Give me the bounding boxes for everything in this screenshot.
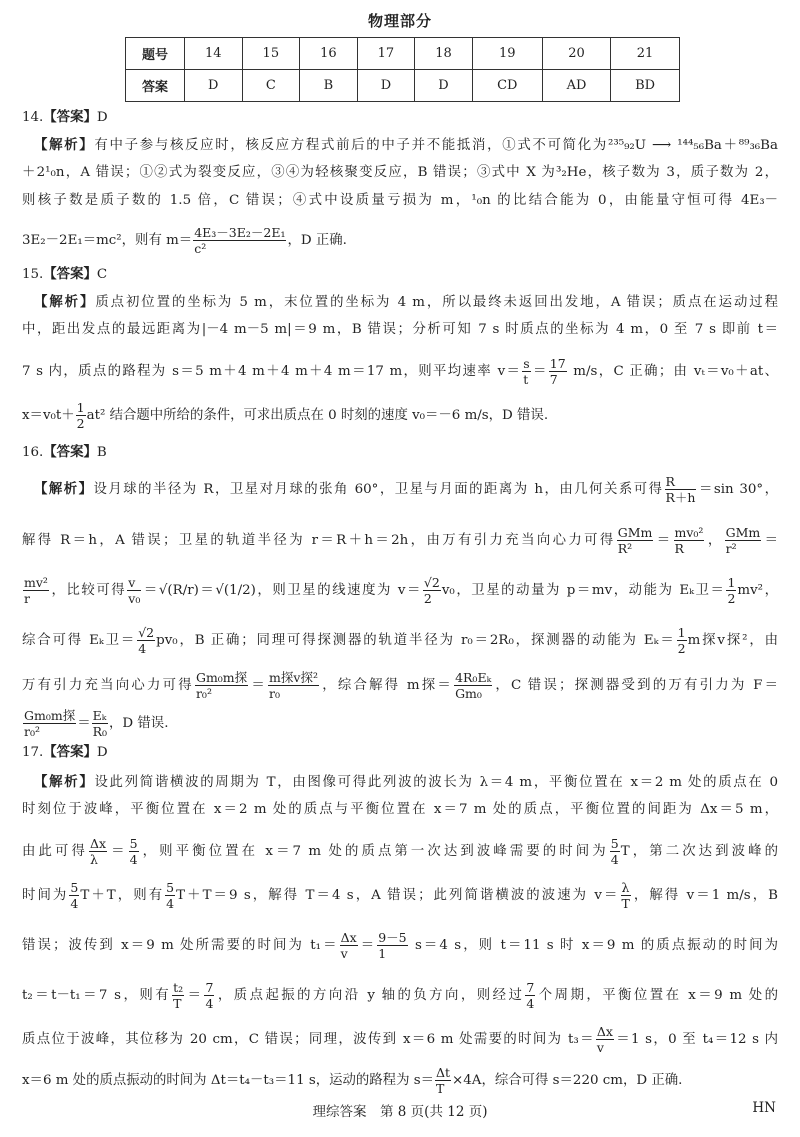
- q14-answer: 14.【答案】D: [22, 109, 108, 125]
- q15-answer: 15.【答案】C: [22, 266, 108, 282]
- q14-line: 【解析】有中子参与核反应时，核反应方程式前后的中子并不能抵消，①式不可简化为²³⁵₉₂U ⟶ ¹⁴⁴₅₆Ba＋⁸⁹₃₆Ba: [34, 137, 779, 153]
- table-cell: 15: [242, 38, 300, 70]
- fraction: $\frac{\text{Gm₀m探}}{\text{r₀²}}$: [24, 708, 76, 739]
- fraction: $\frac{1}{2}$: [727, 575, 736, 606]
- table-cell: D: [415, 70, 473, 102]
- fraction: $\frac{5}{4}$: [610, 836, 619, 867]
- fraction: $\frac{\text{mv²}}{r}$: [24, 575, 48, 606]
- fraction: $\frac{\Delta x}{v}$: [340, 930, 357, 961]
- q16-answer: 16.【答案】B: [22, 444, 107, 460]
- fraction: $\frac{\text{t₂}}{T}$: [173, 980, 184, 1011]
- table-row: [126, 70, 680, 102]
- fraction: $\frac{v}{\text{v₀}}$: [128, 575, 141, 606]
- table-cell: BD: [611, 70, 680, 102]
- q16-line: 万有引力充当向心力可得 $\frac{\text{Gm₀m探}}{\text{r₀²}}$ ＝ $\frac{\text{m探v探²}}{\text{r₀}}$ ，综合解得 m探＝ $\frac{\text{4R₀Eₖ}}{\text{Gm₀}}$ ，C 错误；探测器受到的万有引力为 F＝: [22, 670, 778, 701]
- q17-line: 时间为 $\frac{5}{4}$ T＋T，则有 $\frac{5}{4}$ T＋T＝9 s，解得 T＝4 s，A 错误；此列简谐横波的波速为 v＝ $\frac{\lambda}{T}$ ，解得 v＝1 m/s，B: [22, 880, 778, 911]
- row-label: 答案: [126, 70, 185, 102]
- table-cell: D: [185, 70, 243, 102]
- fraction: $\frac{5}{4}$: [166, 880, 175, 911]
- q17-line: 质点位于波峰，其位移为 20 cm，C 错误；同理，波传到 x＝6 m 处需要的时间为 t₃＝ $\frac{\Delta x}{v}$ ＝1 s，0 至 t₄＝12 s 内: [22, 1024, 779, 1055]
- section-title: 物理部分: [367, 12, 432, 30]
- q15-line: 中，距出发点的最远距离为|－4 m－5 m|＝9 m，B 错误；分析可知 7 s 时质点的坐标为 4 m，0 至 7 s 即前 t＝: [22, 322, 778, 337]
- q14-line: 3E₂－2E₁＝mc²，则有 m＝ $\frac{\text{4E₃－3E₂－2E₁}}{\text{c²}}$ ，D 正确.: [22, 225, 347, 256]
- footer-code: HN: [752, 1100, 776, 1116]
- fraction: $\frac{\Delta t}{T}$: [435, 1065, 451, 1096]
- fraction: $\frac{9-5}{1}$: [378, 930, 407, 961]
- table-cell: AD: [542, 70, 610, 102]
- fraction: $\frac{\text{Gm₀m探}}{\text{r₀²}}$: [195, 670, 248, 701]
- fraction: $\frac{√2}{2}$: [423, 575, 440, 606]
- table-cell: CD: [472, 70, 542, 102]
- q14-line: ＋2¹₀n，A 错误；①②式为裂变反应，③④为轻核聚变反应，B 错误；③式中 X 为³₂He，核子数为 3，质子数为 2，: [22, 165, 778, 180]
- q17-answer: 17.【答案】D: [22, 744, 108, 760]
- table-cell: 19: [472, 38, 542, 70]
- fraction: $\frac{\lambda}{T}$: [621, 880, 630, 911]
- fraction: $\frac{\text{Eₖ}}{\text{R₀}}$: [92, 708, 108, 739]
- fraction: $\frac{\Delta x}{\lambda}$: [89, 836, 107, 867]
- q17-line: 错误；波传到 x＝9 m 处所需要的时间为 t₁＝ $\frac{\Delta x}{v}$ ＝ $\frac{9-5}{1}$ s＝4 s，则 t＝11 s 时 x＝9 m 的质点振动的时间为: [22, 930, 778, 961]
- q14-line: 则核子数是质子数的 1.5 倍，C 错误；④式中设质量亏损为 m，¹₀n 的比结合能为 0，由能量守恒可得 4E₃－: [22, 193, 778, 208]
- page-footer: 理综答案 第 8 页(共 12 页): [312, 1104, 488, 1120]
- fraction: $\frac{17}{7}$: [549, 356, 566, 387]
- fraction: $\frac{\text{GMm}}{\text{R²}}$: [617, 525, 653, 556]
- table-cell: 18: [415, 38, 473, 70]
- table-cell: D: [357, 70, 415, 102]
- row-label: 题号: [126, 38, 185, 70]
- fraction: $\frac{1}{2}$: [76, 400, 85, 431]
- fraction: $\frac{s}{t}$: [523, 356, 530, 387]
- q16-line: $\frac{\text{Gm₀m探}}{\text{r₀²}}$ ＝ $\frac{\text{Eₖ}}{\text{R₀}}$ ，D 错误.: [24, 708, 169, 739]
- fraction: $\frac{\text{4R₀Eₖ}}{\text{Gm₀}}$: [455, 670, 492, 701]
- table-cell: 17: [357, 38, 415, 70]
- answer-table: [125, 37, 680, 102]
- fraction: $\frac{\text{GMm}}{\text{r²}}$: [725, 525, 761, 556]
- q17-line: x＝6 m 处的质点振动的时间为 Δt＝t₄－t₃＝11 s，运动的路程为 s＝ $\frac{\Delta t}{T}$ ×4A，综合可得 s＝220 cm，D 正确.: [22, 1065, 683, 1096]
- fraction: $\frac{√2}{4}$: [138, 625, 155, 656]
- q15-line: x＝v₀t＋ $\frac{1}{2}$ at² 结合题中所给的条件，可求出质点在 0 时刻的速度 v₀＝－6 m/s，D 错误.: [22, 400, 549, 431]
- table-cell: B: [300, 70, 358, 102]
- fraction: $\frac{1}{2}$: [677, 625, 686, 656]
- table-cell: 21: [611, 38, 680, 70]
- fraction: $\frac{7}{4}$: [205, 980, 214, 1011]
- table-cell: C: [242, 70, 300, 102]
- fraction: $\frac{7}{4}$: [526, 980, 535, 1011]
- q15-line: 7 s 内，质点的路程为 s＝5 m＋4 m＋4 m＋4 m＝17 m，则平均速率 v＝ $\frac{s}{t}$ ＝ $\frac{17}{7}$ m/s，C 正确；由 vₜ＝v₀＋at、: [22, 356, 779, 387]
- q17-line: 【解析】设此列简谐横波的周期为 T，由图像可得此列波的波长为 λ＝4 m，平衡位置在 x＝2 m 处的质点在 0: [34, 774, 779, 790]
- table-cell: 16: [300, 38, 358, 70]
- q15-line: 【解析】质点初位置的坐标为 5 m，末位置的坐标为 4 m，所以最终未返回出发地，A 错误；质点在运动过程: [34, 294, 779, 310]
- fraction: $\frac{\text{4E₃－3E₂－2E₁}}{\text{c²}}$: [194, 225, 286, 256]
- table-row: [126, 38, 680, 70]
- table-cell: 14: [185, 38, 243, 70]
- q16-line: 解得 R＝h，A 错误；卫星的轨道半径为 r＝R＋h＝2h，由万有引力充当向心力可得 $\frac{\text{GMm}}{\text{R²}}$ ＝ $\frac{\text{mv₀²}}{R}$ ， $\frac{\text{GMm}}{\text{r²}}$ ＝: [22, 525, 779, 556]
- q17-line: 时刻位于波峰，平衡位置在 x＝2 m 处的质点与平衡位置在 x＝7 m 处的质点，平衡位置的间距为 Δx＝5 m，: [22, 802, 778, 817]
- q17-line: t₂＝t－t₁＝7 s，则有 $\frac{\text{t₂}}{T}$ ＝ $\frac{7}{4}$ ，质点起振的方向沿 y 轴的负方向，则经过 $\frac{7}{4}$ 个周期，平衡位置在 x＝9 m 处的: [22, 980, 779, 1011]
- fraction: $\frac{5}{4}$: [70, 880, 79, 911]
- q16-line: $\frac{\text{mv²}}{r}$ ，比较可得 $\frac{v}{\text{v₀}}$ ＝√(R/r)＝√(1/2)，则卫星的线速度为 v＝ $\frac{√2}{2}$ v₀，卫星的动量为 p＝mv，动能为 Eₖ卫＝ $\frac{1}{2}$ mv²，: [24, 575, 779, 606]
- fraction: $\frac{\text{m探v探²}}{\text{r₀}}$: [269, 670, 318, 701]
- fraction: $\frac{5}{4}$: [129, 836, 138, 867]
- fraction: $\frac{\Delta x}{v}$: [596, 1024, 613, 1055]
- fraction: $\frac{\text{mv₀²}}{R}$: [674, 525, 704, 556]
- fraction: $\frac{R}{R+h}$: [665, 474, 696, 505]
- q16-line: 综合可得 Eₖ卫＝ $\frac{√2}{4}$ pv₀，B 正确；同理可得探测器的轨道半径为 r₀＝2R₀，探测器的动能为 Eₖ＝ $\frac{1}{2}$ m探v探²，由: [22, 625, 779, 656]
- q17-line: 由此可得 $\frac{\Delta x}{\lambda}$ ＝ $\frac{5}{4}$ ，则平衡位置在 x＝7 m 处的质点第一次达到波峰需要的时间为 $\frac{5}{4}$ T，第二次达到波峰的: [22, 836, 779, 867]
- q16-line: 【解析】设月球的半径为 R，卫星对月球的张角 60°，卫星与月面的距离为 h，由几何关系可得 $\frac{R}{R+h}$ ＝sin 30°，: [34, 474, 778, 505]
- table-cell: 20: [542, 38, 610, 70]
